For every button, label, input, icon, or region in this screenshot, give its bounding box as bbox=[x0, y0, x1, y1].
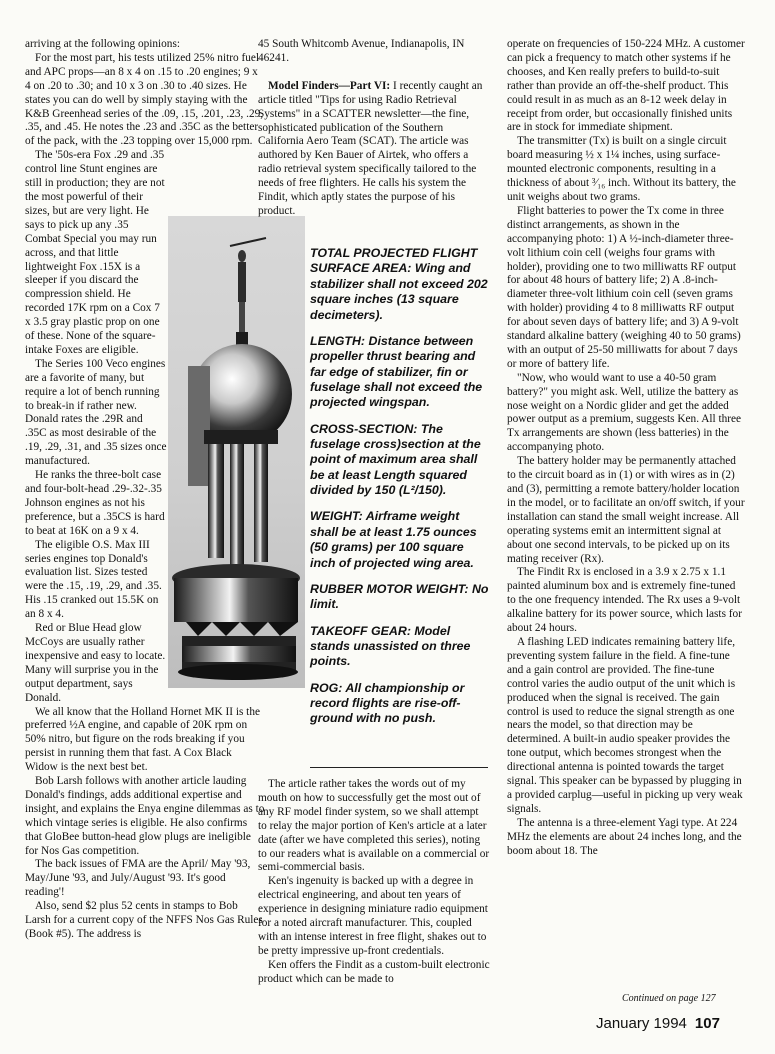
paragraph: For the most part, his tests utilized 25% nitro fuel and APC props—an 8 x 4 on .15 to .20 engines; 9 x 4 on .20 to .30; and 10 x 3 on .30 to .40 sizes. He states you can do well by simply staying with the K&B Greenhead series of the .09, .15, .201, .23, .29, .35, and .45. He notes the .23 and .35C as the better of the pack, with the .23 topping over 15,000 rpm. bbox=[25, 51, 264, 148]
paragraph: The Series 100 Veco engines are a favorite of many, but require a lot of bench running to break-in if rather new. Donald rates the .29R and .35C as most desirable of the .19, .29, .31, and .35 sizes once manufactured. bbox=[25, 357, 167, 468]
paragraph: The eligible O.S. Max III series engines top Donald's evaluation list. Sizes tested were the .15, .19, .29, and .35. His .15 cranked out 15.5K on an 8 x 4. bbox=[25, 538, 162, 621]
issue-date: January 1994 bbox=[596, 1015, 687, 1032]
rule: CROSS-SECTION: The fuselage cross)section at the point of maximum area shall be at least Length squared divided by 150 (L²/150). bbox=[310, 421, 481, 498]
paragraph: Ken's ingenuity is backed up with a degree in electrical engineering, and about ten years of experience in designing miniature radio equipment for a noted aircraft manufacturer. This, coupled with an intense interest in free flight, shakes out to be pretty impressive up-front credentials. bbox=[258, 875, 488, 957]
paragraph: The back issues of FMA are the April/ May '93, May/June '93, and July/August '93. It's good reading'! bbox=[25, 858, 251, 899]
paragraph: Also, send $2 plus 52 cents in stamps to Bob Larsh for a current copy of the NFFS Nos Gas Rules (Book #5). The address is bbox=[25, 900, 263, 940]
paragraph bbox=[258, 80, 488, 219]
rule: TAKEOFF GEAR: Model stands unassisted on three points. bbox=[310, 623, 471, 669]
column-3 bbox=[507, 38, 745, 858]
paragraph: Flight batteries to power the Tx come in three distinct arrangements, as shown in the accompanying photo: 1) A ½-inch-diameter three-volt lithium coin cell (weighs four grams with holder), providing one to two milliwatts RF output for about 48 hours of battery life; 2) A .8-inch-diameter three-volt lithium coin cell (seven grams with holder) providing 4 to 8 milliwatts RF output for about seven days of battery life; and 3) A 9-volt standard alkaline battery (weighing 40 to 50 grams) with an output of 25-50 milliwatts for about 7 days or more of battery life. bbox=[507, 204, 741, 370]
paragraph: The article rather takes the words out of my mouth on how to successfully get the most out of any RF model finder system, so we shall attempt to relay the major portion of Ken's article at a later date (after we have completed this series), noting to our readers what is available on a commercial or semi-commercial basis. bbox=[258, 778, 490, 874]
trophy-image bbox=[168, 216, 305, 688]
paragraph: arriving at the following opinions: bbox=[25, 38, 180, 50]
paragraph: The antenna is a three-element Yagi type. At 224 MHz the elements are about 24 inches long, and the boom about 18. The bbox=[507, 816, 742, 857]
paragraph: Red or Blue Head glow McCoys are usually rather inexpensive and easy to locate. Many will surprise you in the output department, says Donald. bbox=[25, 622, 166, 704]
paragraph: Bob Larsh follows with another article lauding Donald's findings, adds additional expertise and insight, and explains the Enya engine dilemmas as to which vintage series is eligible. He also confirms that GloBee button-head glow plugs are ineligible for Nos Gas competition. bbox=[25, 775, 265, 857]
paragraph: operate on frequencies of 150-224 MHz. A customer can pick a frequency to match other systems if he chooses, and Ken really prefers to build-to-suit rather than provide an off-the-shelf product. This could result in as much as an 8-12 week delay in receipt from order, but occasionally finished units are in stock for immediate shipment. bbox=[507, 38, 745, 134]
rules-list bbox=[310, 246, 490, 738]
paragraph: Ken offers the Findit as a custom-built electronic product which can be made to bbox=[258, 958, 490, 985]
paragraph: The battery holder may be permanently attached to the circuit board as in (1) or with wires as in (2) and (3), permitting a remote battery/holder location in the model, or to facilitate an on/off switch, if your installation can stand the small weight increase. All operating systems emit an intermittent signal at about one second intervals, to be picked up on its mating receiver (Rx). bbox=[507, 455, 745, 565]
paragraph: A flashing LED indicates remaining battery life, preventing system failure in the field. A fine-tune and a gain control are provided. The fine-tune control varies the audio output of the unit which is produced when the signal is received. The gain control is used to reduce the signal strength as one nears the model, so that direction may be determined. A built-in audio speaker provides the tone output, which becomes strongest when the directional antenna is pointed towards the target signal. This speaker can be bypassed by plugging in a provided carplug—useful in picking up very weak signals. bbox=[507, 635, 743, 815]
paragraph: The Findit Rx is enclosed in a 3.9 x 2.75 x 1.1 painted aluminum box and is extremely fine-tuned to the one frequency intended. The Rx uses a 9-volt alkaline battery for its power source, which lasts for about 24 hours. bbox=[507, 566, 742, 635]
continued-note: Continued on page 127 bbox=[622, 993, 716, 1004]
rule: WEIGHT: Airframe weight shall be at least 1.75 ounces (50 grams) per 100 square inch of projected wing area. bbox=[310, 509, 477, 570]
section-heading: Model Finders—Part VI: bbox=[268, 79, 391, 92]
paragraph: He ranks the three-bolt case and four-bolt-head .29-.32-.35 Johnson engines as not his preference, but a .35CS is hard to beat at 16K on a 9 x 4. bbox=[25, 469, 165, 537]
paragraph: 45 South Whitcomb Avenue, Indianapolis, IN 46241. bbox=[258, 38, 465, 64]
paragraph: "Now, who would want to use a 40-50 gram battery?" you might ask. Well, utilize the battery as nose weight on a Nordic glider and get the added power output as a premium, suggests Ken. All three Tx arrangements are shown (less batteries) in the accompanying photo. bbox=[507, 371, 742, 454]
column-2 bbox=[258, 38, 488, 219]
page-footer bbox=[596, 1015, 720, 1032]
trophy-photo bbox=[168, 216, 305, 688]
rule: LENGTH: Distance between propeller thrust bearing and far edge of stabilizer, fin or fuselage shall not exceed the projected wingspan. bbox=[310, 333, 483, 410]
paragraph: The transmitter (Tx) is built on a single circuit board measuring ½ x 1¼ inches, using surface-mounted electronic components, resulting in a thickness of about ³⁄₁₆ inch. Without its battery, the unit weighs about two grams. bbox=[507, 135, 736, 203]
paragraph: The '50s-era Fox .29 and .35 control line Stunt engines are still in production; they are not the most powerful of their sizes, but are very light. He says to pick up any .35 Combat Special you may run across, and that little lightweight Fox .15X is a sleeper if you discard the compression shield. He recorded 17K rpm on a Cox 7 x 3.5 gray plastic prop on one of these. None of the square-intake Foxes are eligible. bbox=[25, 149, 165, 356]
rule: TOTAL PROJECTED FLIGHT SURFACE AREA: Wing and stabilizer shall not exceed 202 square inches (13 square decimeters). bbox=[310, 246, 488, 322]
rule: ROG: All championship or record flights are rise-off-ground with no push. bbox=[310, 680, 465, 726]
page-number: 107 bbox=[694, 1015, 720, 1032]
divider bbox=[310, 767, 488, 768]
paragraph-text: I recently caught an article titled "Tips for using Radio Retrieval Systems" in a SCATTER newsletter—the fine, sophisticated publication of the Southern California Aero Team (SCAT). The article was authored by Ken Bauer of Airtek, who offers a radio retrieval system specifically tailored to the needs of free flighters. He calls his system the Findit, which aptly states the purpose of his product. bbox=[258, 79, 483, 217]
paragraph: We all know that the Holland Hornet MK II is the preferred ½A engine, and capable of 20K rpm on 50% nitro, but figure on the rods breaking if you persist in running them that fast. A Cox Black Widow is the next best bet. bbox=[25, 705, 260, 774]
rule: RUBBER MOTOR WEIGHT: No limit. bbox=[310, 581, 489, 612]
column-2-bottom bbox=[258, 778, 490, 987]
